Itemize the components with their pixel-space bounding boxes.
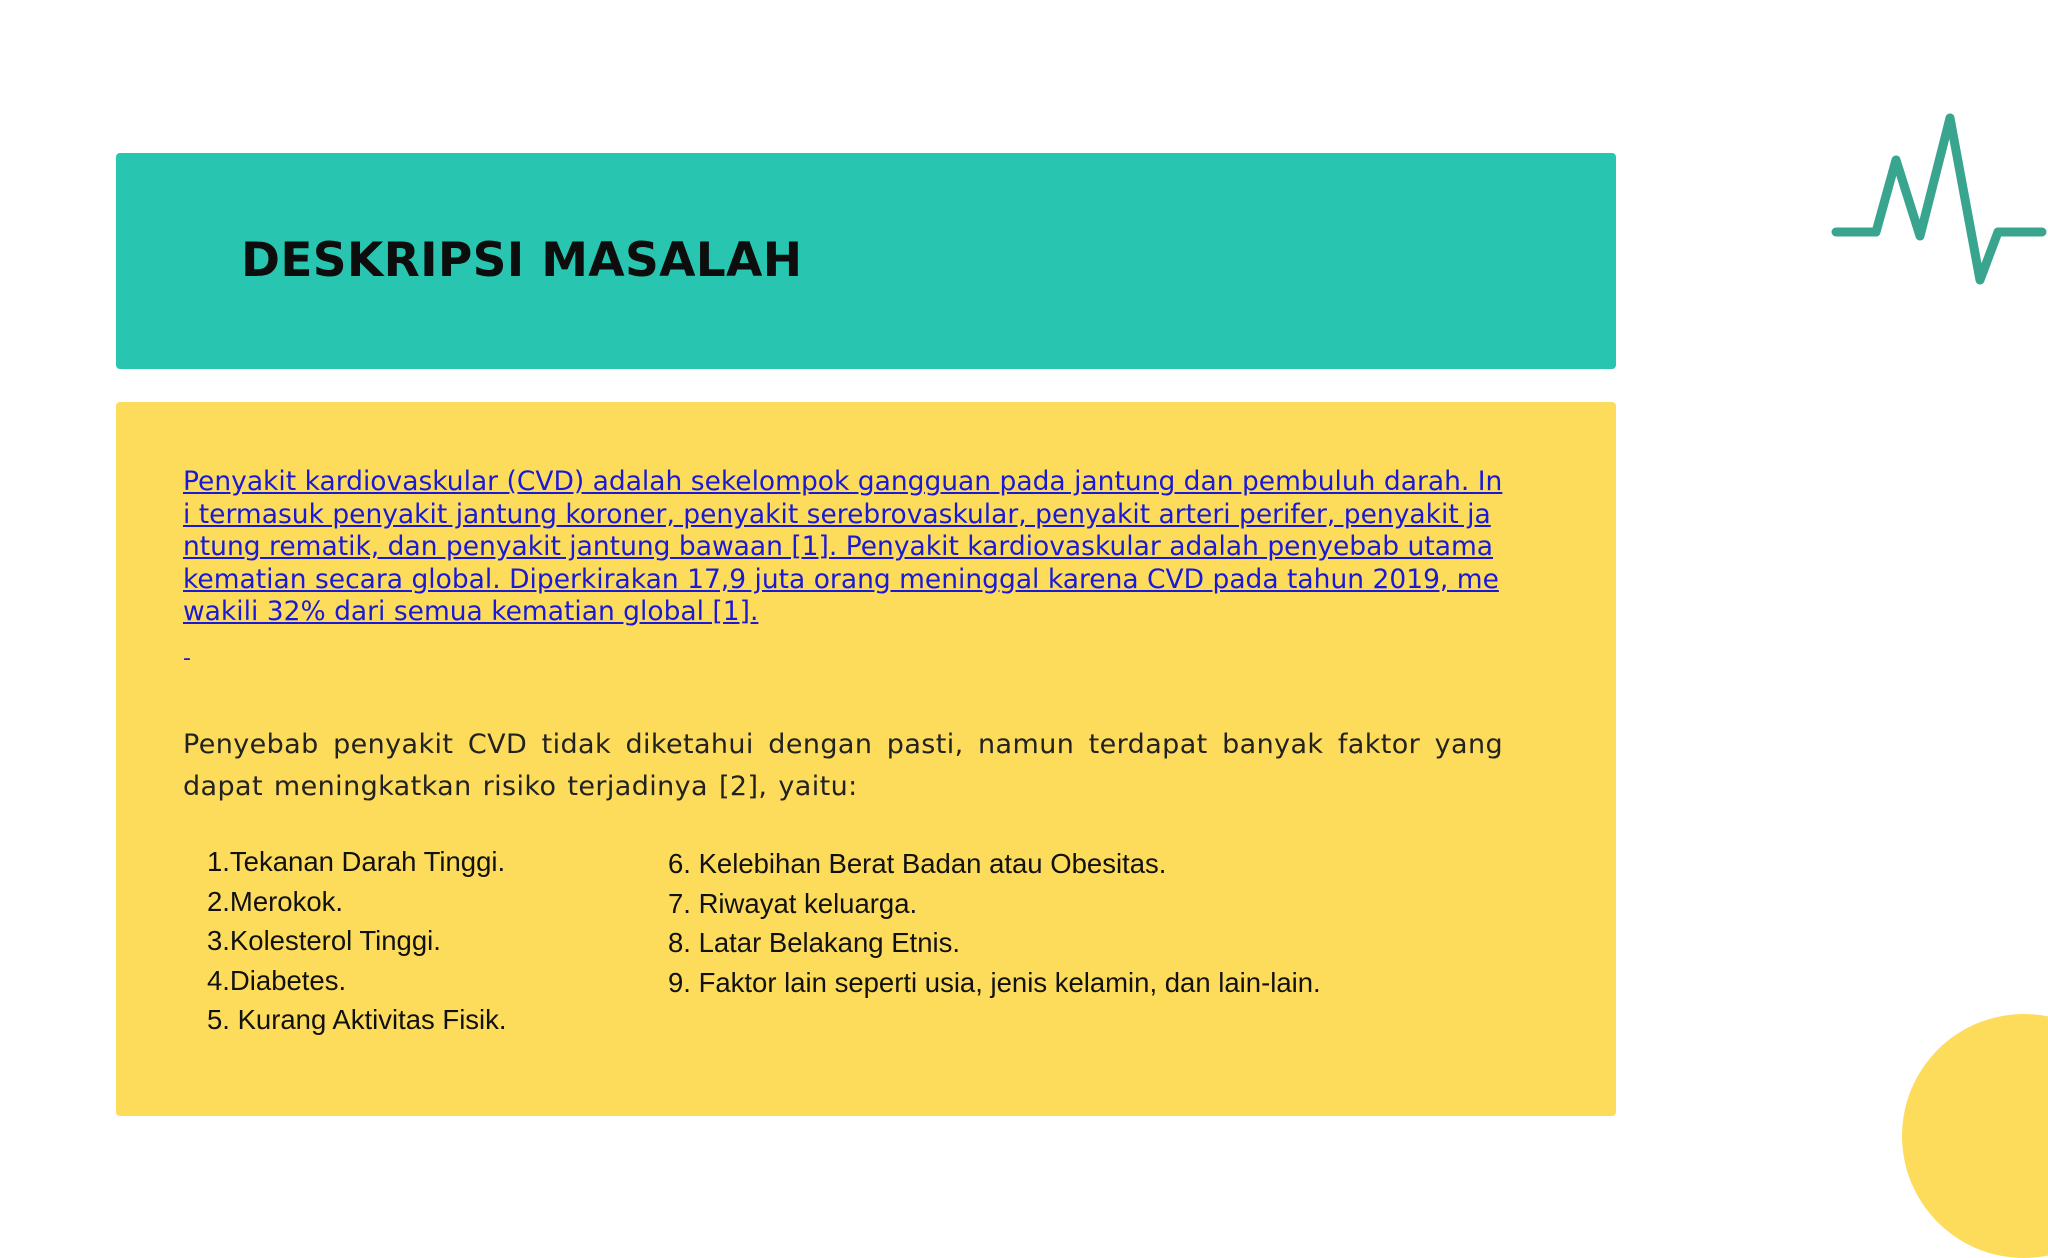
title-banner — [116, 153, 1616, 369]
list-item: 2.Merokok. — [207, 885, 344, 917]
list-item: 7. Riwayat keluarga. — [668, 887, 918, 919]
causes-intro-text: Penyebab penyakit CVD tidak diketahui dengan pasti, namun terdapat banyak faktor yang dapat meningkatkan risiko terjadinya [2], yaitu: — [183, 729, 1503, 802]
content-panel — [116, 402, 1616, 1116]
decorative-circle — [1902, 1014, 2048, 1258]
list-item: 1.Tekanan Darah Tinggi. — [207, 846, 506, 877]
heartbeat-line-icon — [1828, 112, 2048, 288]
list-item: 8. Latar Belakang Etnis. — [668, 927, 960, 958]
cvd-definition-link[interactable]: Penyakit kardiovaskular (CVD) adalah sekelompok gangguan pada jantung dan pembuluh darah. Ini termasuk penyakit jantung koroner, penyakit serebrovaskular, penyakit arteri perifer, penyakit jantung rematik, dan penyakit jantung bawaan [1]. Penyakit kardiovaskular adalah penyebab utama kematian secara global. Diperkirakan 17,9 juta orang meninggal karena CVD pada tahun 2019, mewakili 32% dari semua kematian global [1]. — [183, 466, 1503, 627]
risk-factor-list-right — [668, 844, 1321, 1002]
link-dash[interactable]: - — [183, 646, 191, 671]
risk-factor-list-left — [207, 842, 507, 1040]
list-item: 4.Diabetes. — [207, 964, 347, 996]
list-item: 5. Kurang Aktivitas Fisik. — [207, 1004, 507, 1035]
list-item: 6. Kelebihan Berat Badan atau Obesitas. — [668, 848, 1167, 879]
page-title: DESKRIPSI MASALAH — [241, 233, 803, 288]
list-item: 3.Kolesterol Tinggi. — [207, 925, 441, 956]
list-item: 9. Faktor lain seperti usia, jenis kelamin, dan lain-lain. — [668, 966, 1321, 998]
